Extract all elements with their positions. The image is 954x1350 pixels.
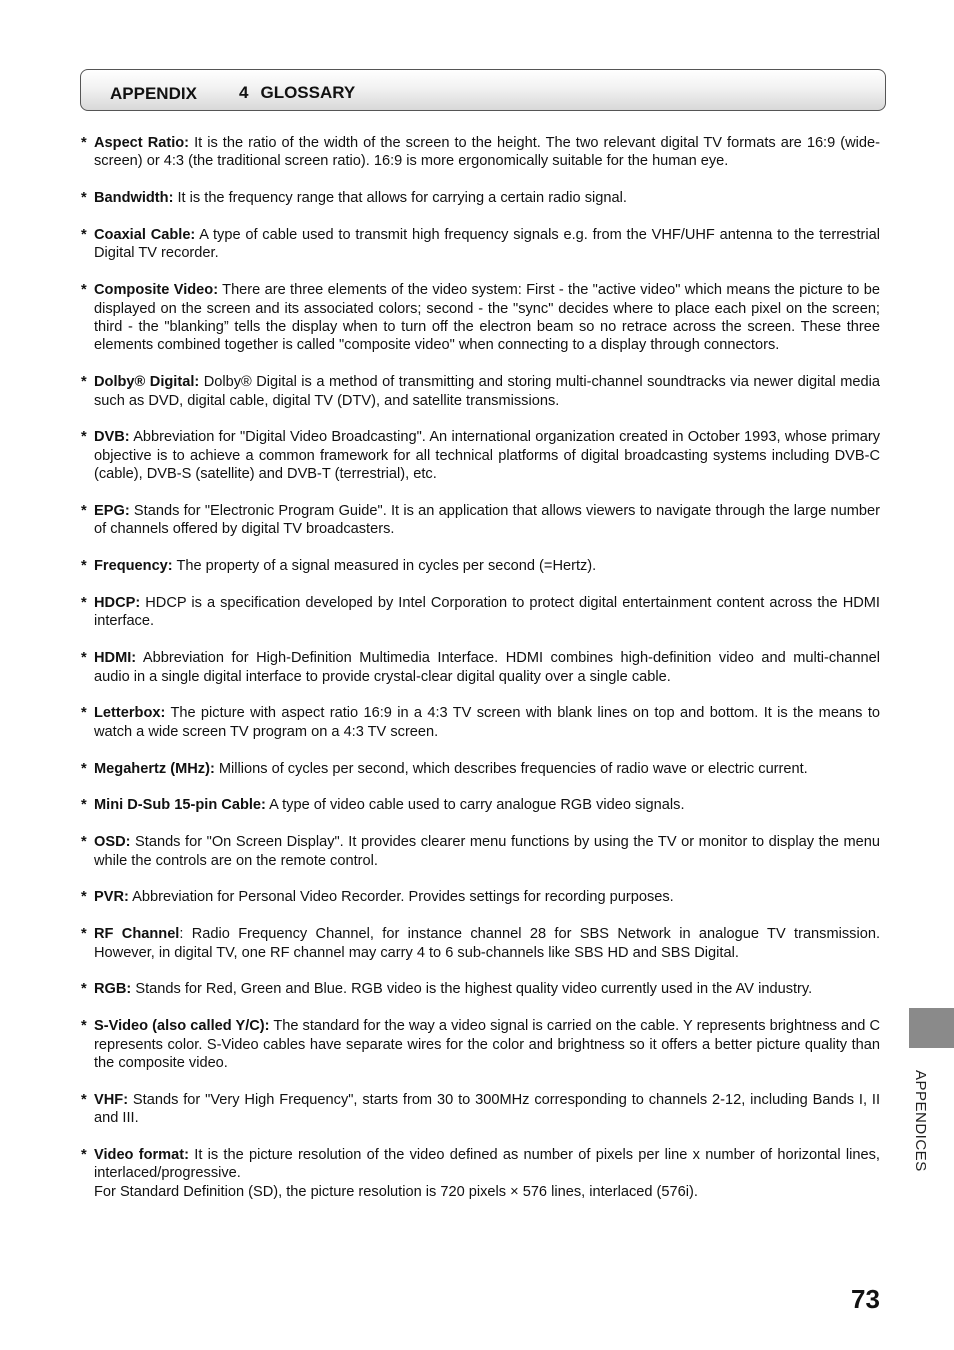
glossary-definition: Abbreviation for "Digital Video Broadcasting". An international organization created in October 1993, whose primary objective is to achieve a common framework for all technical platforms of digital broadcasting systems including DVB-C (cable), DVB-S (satellite) and DVB-T (terrestrial), etc. [94, 429, 880, 483]
glossary-term: Coaxial Cable: [94, 227, 196, 243]
glossary-entry [81, 833, 880, 870]
bullet-asterisk: * [81, 558, 87, 575]
glossary-term: Aspect Ratio: [94, 135, 190, 151]
page-number: 73 [851, 1284, 880, 1314]
glossary-entry [81, 428, 880, 483]
glossary-definition: Stands for "Electronic Program Guide". It is an application that allows viewers to navigate through the large number of channels offered by digital TV broadcasters. [94, 503, 880, 538]
glossary-list [81, 134, 880, 1220]
glossary-note: For Standard Definition (SD), the picture resolution is 720 pixels × 576 lines, interlaced (576i). [94, 1183, 698, 1200]
glossary-entry [81, 502, 880, 539]
section-title: GLOSSARY [260, 83, 356, 102]
glossary-definition: Abbreviation for High-Definition Multimedia Interface. HDMI combines high-definition video and multi-channel audio in a single digital interface to provide crystal-clear digital quality over a single cable. [94, 650, 880, 685]
glossary-definition: A type of cable used to transmit high frequency signals e.g. from the VHF/UHF antenna to the terrestrial Digital TV recorder. [94, 227, 880, 262]
glossary-entry [81, 649, 880, 686]
glossary-entry [81, 925, 880, 962]
glossary-definition: There are three elements of the video system: First - the "active video" which means the picture to be displayed on the screen and its associated colors; second - the "sync" decides where to place each pixel on the screen; third - the "blanking” tells the display when to turn off the electron beam so no retrace across the screen. These three elements combined together is called "composite video" when connecting to a display through connectors. [94, 282, 880, 354]
bullet-asterisk: * [81, 374, 87, 391]
bullet-asterisk: * [81, 1018, 87, 1035]
glossary-definition: A type of video cable used to carry analogue RGB video signals. [265, 797, 685, 814]
glossary-entry [81, 594, 880, 631]
section-header [80, 69, 886, 111]
appendix-label: APPENDIX [110, 84, 197, 103]
glossary-term: S-Video (also called Y/C): [94, 1018, 270, 1035]
glossary-definition: Stands for "On Screen Display". It provides clearer menu functions by using the TV or monitor to display the menu while the controls are on the remote control. [94, 834, 880, 869]
glossary-term: Mini D-Sub 15-pin Cable: [94, 797, 266, 814]
glossary-entry [81, 888, 880, 906]
glossary-definition: It is the picture resolution of the video defined as number of pixels per line x number of horizontal lines, interlaced/progressive. [94, 1147, 880, 1182]
section-heading [239, 83, 355, 103]
bullet-asterisk: * [81, 595, 87, 612]
glossary-term: Bandwidth: [94, 190, 174, 207]
glossary-definition: Abbreviation for Personal Video Recorder. Provides settings for recording purposes. [128, 889, 674, 906]
glossary-entry [81, 281, 880, 355]
bullet-asterisk: * [81, 429, 87, 446]
bullet-asterisk: * [81, 981, 87, 998]
bullet-asterisk: * [81, 797, 87, 814]
bullet-asterisk: * [81, 1091, 87, 1108]
glossary-definition: It is the ratio of the width of the screen to the height. The two relevant digital TV formats are 16:9 (wide-screen) or 4:3 (the traditional screen ratio). 16:9 is more ergonomically suitable for the human eye. [94, 135, 880, 170]
bullet-asterisk: * [81, 1147, 87, 1164]
glossary-entry [81, 226, 880, 263]
glossary-term: RF Channel [94, 926, 180, 943]
glossary-term: Letterbox: [94, 705, 166, 722]
glossary-term: VHF: [94, 1091, 129, 1108]
bullet-asterisk: * [81, 135, 87, 151]
glossary-definition: The property of a signal measured in cycles per second (=Hertz). [172, 558, 597, 575]
bullet-asterisk: * [81, 926, 87, 943]
glossary-entry [81, 189, 880, 207]
glossary-definition: Millions of cycles per second, which describes frequencies of radio wave or electric current. [214, 760, 808, 777]
glossary-term: Composite Video: [94, 282, 219, 299]
glossary-term: OSD: [94, 834, 131, 851]
glossary-definition: : Radio Frequency Channel, for instance channel 28 for SBS Network in analogue TV transmission. However, in digital TV, one RF channel may carry 4 to 6 sub-channels like SBS HD and SBS Digital. [94, 926, 880, 961]
glossary-term: RGB: [94, 981, 132, 998]
glossary-entry [81, 1146, 880, 1201]
glossary-entry [81, 704, 880, 741]
section-number: 4 [239, 83, 249, 102]
bullet-asterisk: * [81, 227, 87, 243]
side-section-label: APPENDICES [912, 1070, 929, 1172]
glossary-definition: Stands for Red, Green and Blue. RGB video is the highest quality video currently used in the AV industry. [131, 981, 813, 998]
side-tab-marker [909, 1008, 954, 1048]
glossary-entry [81, 796, 880, 814]
bullet-asterisk: * [81, 889, 87, 906]
bullet-asterisk: * [81, 760, 87, 777]
glossary-entry [81, 980, 880, 998]
glossary-term: Dolby® Digital: [94, 374, 200, 391]
glossary-term: EPG: [94, 503, 130, 520]
glossary-term: HDMI: [94, 650, 137, 667]
glossary-definition: The picture with aspect ratio 16:9 in a 4:3 TV screen with blank lines on top and bottom. It is the means to watch a wide screen TV program on a 4:3 TV screen. [94, 705, 880, 740]
bullet-asterisk: * [81, 650, 87, 667]
glossary-definition: Stands for "Very High Frequency", starts from 30 to 300MHz corresponding to channels 2-12, including Bands I, II and III. [94, 1091, 880, 1127]
bullet-asterisk: * [81, 834, 87, 851]
glossary-entry [81, 1017, 880, 1072]
glossary-term: Frequency: [94, 558, 173, 575]
bullet-asterisk: * [81, 705, 87, 722]
glossary-definition: Dolby® Digital is a method of transmitting and storing multi-channel soundtracks via newer digital media such as DVD, digital cable, digital TV (DTV), and satellite transmissions. [94, 374, 880, 409]
glossary-entry [81, 557, 880, 575]
glossary-term: HDCP: [94, 595, 141, 612]
glossary-entry [81, 1091, 880, 1128]
glossary-entry [81, 134, 880, 171]
bullet-asterisk: * [81, 503, 87, 520]
glossary-term: PVR: [94, 889, 129, 906]
glossary-term: Megahertz (MHz): [94, 760, 215, 777]
bullet-asterisk: * [81, 190, 87, 207]
glossary-definition: It is the frequency range that allows for carrying a certain radio signal. [173, 190, 627, 207]
glossary-definition: HDCP is a specification developed by Intel Corporation to protect digital entertainment content across the HDMI interface. [94, 595, 880, 630]
glossary-entry [81, 373, 880, 410]
glossary-entry [81, 760, 880, 778]
glossary-term: DVB: [94, 429, 130, 446]
glossary-definition: The standard for the way a video signal is carried on the cable. Y represents brightness and C represents color. S-Video cables have separate wires for the color and brightness so it offers a better picture quality than the composite video. [94, 1018, 880, 1072]
glossary-term: Video format: [94, 1147, 189, 1164]
bullet-asterisk: * [81, 282, 87, 299]
